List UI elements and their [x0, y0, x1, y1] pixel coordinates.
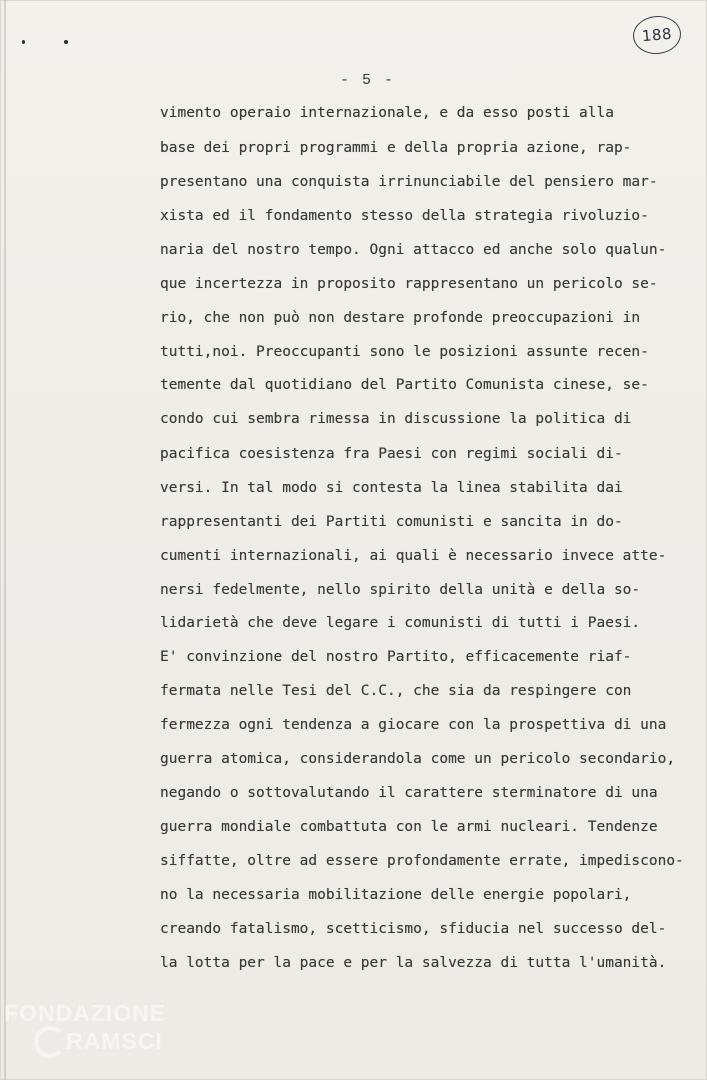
text-line: naria del nostro tempo. Ogni attacco ed anche solo qualun-: [160, 242, 667, 258]
text-line: lidarietà che deve legare i comunisti di tutti i Paesi.: [160, 615, 641, 631]
text-line: base dei propri programmi e della propria azione, rap-: [160, 140, 632, 156]
page-number: - 5 -: [340, 72, 396, 89]
text-line: fermezza ogni tendenza a giocare con la prospettiva di una: [160, 717, 667, 733]
text-line: tutti,noi. Preoccupanti sono le posizioni assunte recen-: [160, 344, 649, 360]
watermark-g-logo-icon: [34, 1026, 66, 1058]
watermark-line-bottom: RAMSCI: [66, 1028, 163, 1054]
text-line: presentano una conquista irrinunciabile del pensiero mar-: [160, 174, 658, 190]
text-line: no la necessaria mobilitazione delle energie popolari,: [160, 887, 632, 903]
text-line: pacifica coesistenza fra Paesi con regimi sociali di-: [160, 446, 623, 462]
text-line: guerra atomica, considerandola come un pericolo secondario,: [160, 751, 676, 767]
text-line: negando o sottovalutando il carattere sterminatore di una: [160, 785, 658, 801]
text-line: fermata nelle Tesi del C.C., che sia da respingere con: [160, 683, 632, 699]
text-line: cumenti internazionali, ai quali è necessario invece atte-: [160, 548, 667, 564]
text-line: temente dal quotidiano del Partito Comunista cinese, se-: [160, 377, 649, 393]
text-line: que incertezza in proposito rappresentano un pericolo se-: [160, 276, 658, 292]
text-line: versi. In tal modo si contesta la linea stabilita dai: [160, 480, 623, 496]
text-line: xista ed il fondamento stesso della strategia rivoluzio-: [160, 208, 649, 224]
text-line: la lotta per la pace e per la salvezza di tutta l'umanità.: [160, 955, 667, 971]
text-line: condo cui sembra rimessa in discussione la politica di: [160, 411, 632, 427]
text-line: rappresentanti dei Partiti comunisti e sancita in do-: [160, 514, 623, 530]
text-line: E' convinzione del nostro Partito, efficacemente riaf-: [160, 649, 632, 665]
text-line: rio, che non può non destare profonde preoccupazioni in: [160, 310, 641, 326]
text-line: nersi fedelmente, nello spirito della unità e della so-: [160, 582, 641, 598]
text-line: vimento operaio internazionale, e da esso posti alla: [160, 105, 614, 121]
fondazione-gramsci-watermark: [4, 1000, 204, 1080]
watermark-line-top: FONDAZIONE: [4, 1000, 167, 1026]
archive-stamp-number: 188: [631, 14, 682, 56]
text-line: siffatte, oltre ad essere profondamente errate, impediscono-: [160, 853, 684, 869]
text-line: creando fatalismo, scetticismo, sfiducia nel successo del-: [160, 921, 667, 937]
text-line: guerra mondiale combattuta con le armi nucleari. Tendenze: [160, 819, 658, 835]
